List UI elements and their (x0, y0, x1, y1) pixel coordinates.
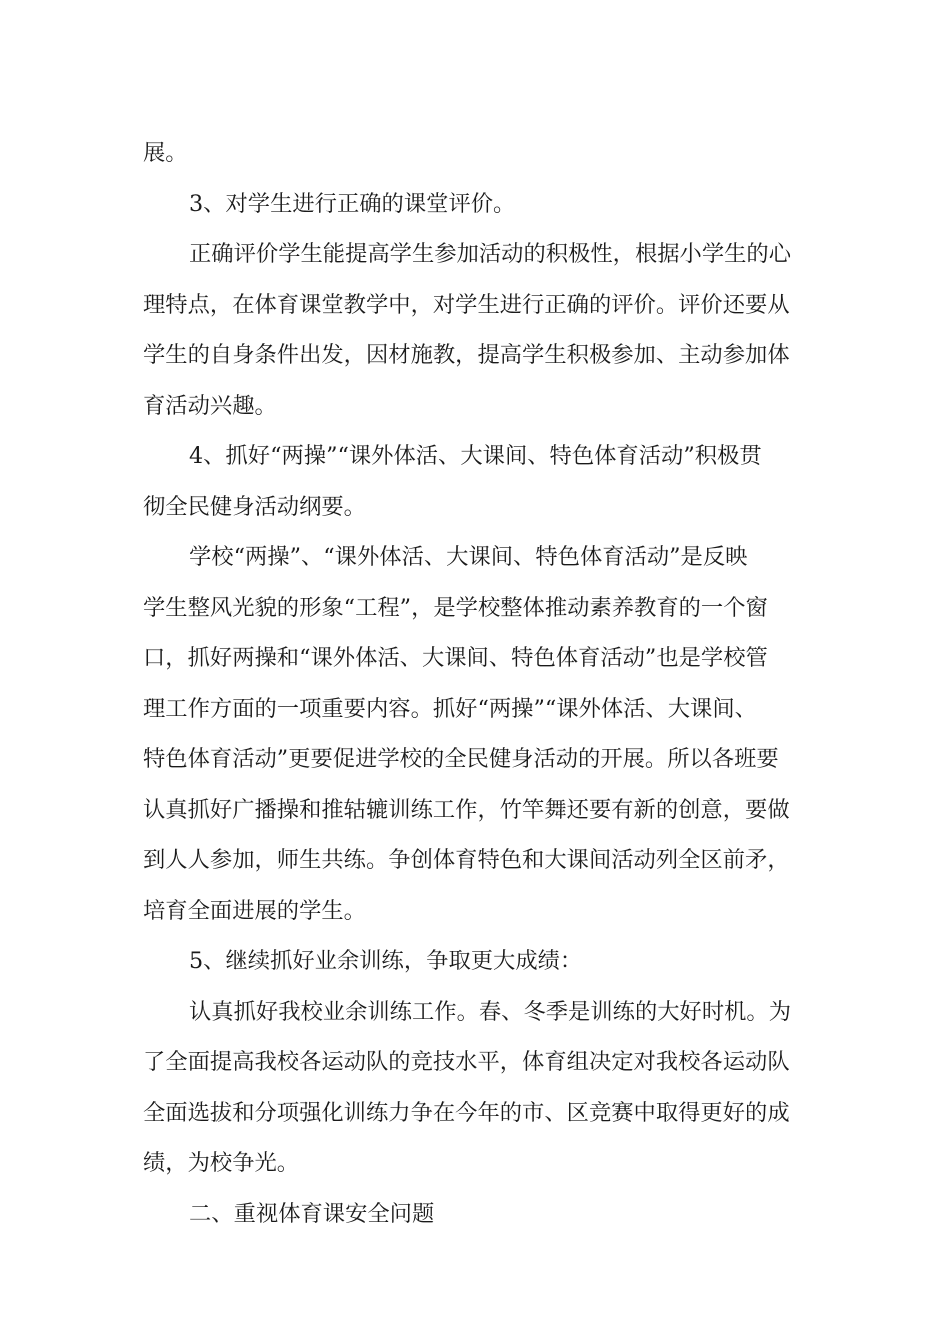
text-line: 认真抓好我校业余训练工作。春、冬季是训练的大好时机。为 (189, 998, 792, 1025)
text-line: 到人人参加，师生共练。争创体育特色和大课间活动列全区前矛， (143, 847, 790, 873)
text-line: 展。 (143, 140, 188, 166)
text-line: 绩，为校争光。 (143, 1150, 300, 1176)
section-heading-4: 4、抓好“两操”“课外体活、大课间、特色体育活动”积极贯 (189, 443, 762, 469)
text-line: 口，抓好两操和“课外体活、大课间、特色体育活动”也是学校管 (143, 645, 768, 671)
text-line: 育活动兴趣。 (143, 392, 277, 419)
document-body (143, 128, 811, 1239)
section-heading-2: 二、重视体育课安全问题 (189, 1200, 435, 1227)
text-line: 理特点，在体育课堂教学中，对学生进行正确的评价。评价还要从 (143, 291, 790, 318)
text-line: 了全面提高我校各运动队的竞技水平，体育组决定对我校各运动队 (143, 1049, 790, 1075)
text-line: 理工作方面的一项重要内容。抓好“两操”“课外体活、大课间、 (143, 695, 757, 722)
text-line: 认真抓好广播操和推轱辘训练工作，竹竿舞还要有新的创意，要做 (143, 796, 790, 823)
text-line: 学校“两操”、“课外体活、大课间、特色体育活动”是反映 (189, 544, 748, 570)
text-line: 学生整风光貌的形象“工程”，是学校整体推动素养教育的一个窗 (143, 594, 768, 621)
text-line: 特色体育活动”更要促进学校的全民健身活动的开展。所以各班要 (143, 746, 779, 772)
text-line: 全面选拔和分项强化训练力争在今年的市、区竞赛中取得更好的成 (143, 1099, 790, 1126)
section-heading-4-cont: 彻全民健身活动纲要。 (143, 493, 366, 520)
text-line: 培育全面进展的学生。 (143, 897, 366, 924)
section-heading-3: 3、对学生进行正确的课堂评价。 (189, 190, 516, 217)
text-line: 正确评价学生能提高学生参加活动的积极性，根据小学生的心 (189, 241, 792, 267)
section-heading-5: 5、继续抓好业余训练，争取更大成绩： (189, 948, 583, 974)
text-line: 学生的自身条件出发，因材施教，提高学生积极参加、主动参加体 (143, 342, 790, 368)
